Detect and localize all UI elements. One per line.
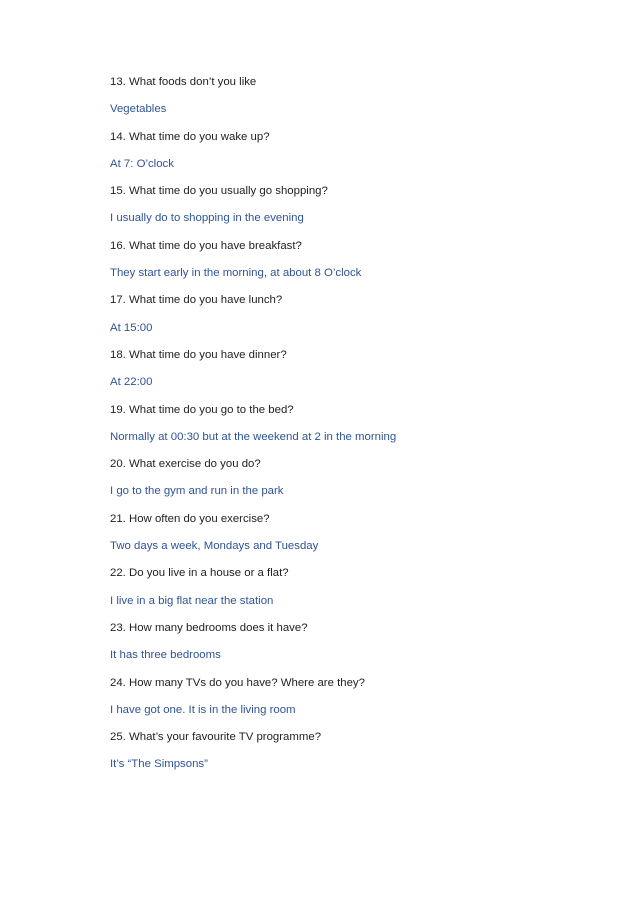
question	[110, 512, 610, 527]
qa-item-20	[110, 457, 610, 499]
question	[110, 348, 610, 363]
question-text: What time do you usually go shopping?	[129, 185, 328, 198]
answer: Normally at 00:30 but at the weekend at 2 in the morning	[110, 430, 397, 443]
question-text: How often do you exercise?	[129, 512, 270, 525]
question-text: What’s your favourite TV programme?	[129, 731, 322, 744]
question-text: Do you live in a house or a flat?	[129, 567, 289, 580]
answer: It has three bedrooms	[110, 649, 221, 662]
question-number: 23.	[110, 621, 126, 634]
question	[110, 457, 610, 472]
question-number: 17.	[110, 294, 126, 307]
qa-item-16	[110, 239, 610, 281]
question	[110, 184, 610, 199]
answer: Two days a week, Mondays and Tuesday	[110, 540, 319, 553]
answer: I live in a big flat near the station	[110, 594, 274, 607]
question-text: How many bedrooms does it have?	[129, 621, 308, 634]
answer: I have got one. It is in the living room	[110, 703, 296, 716]
qa-item-17	[110, 293, 610, 335]
question-answer-list	[110, 75, 610, 785]
qa-item-13	[110, 75, 610, 117]
question-number: 14.	[110, 130, 126, 143]
question-number: 22.	[110, 567, 126, 580]
answer: They start early in the morning, at about 8 O’clock	[110, 267, 362, 280]
answer: At 15:00	[110, 321, 153, 334]
answer: I go to the gym and run in the park	[110, 485, 284, 498]
answer: I usually do to shopping in the evening	[110, 212, 304, 225]
question-number: 20.	[110, 458, 126, 471]
question-text: What time do you wake up?	[129, 130, 270, 143]
question-number: 21.	[110, 512, 126, 525]
qa-item-19	[110, 403, 610, 445]
question-text: What time do you go to the bed?	[129, 403, 294, 416]
answer: It’s “The Simpsons”	[110, 758, 208, 771]
question-number: 15.	[110, 185, 126, 198]
question-text: What exercise do you do?	[129, 458, 261, 471]
qa-item-18	[110, 348, 610, 390]
question	[110, 130, 610, 145]
question	[110, 730, 610, 745]
question-number: 25.	[110, 731, 126, 744]
question	[110, 293, 610, 308]
question	[110, 239, 610, 254]
qa-item-23	[110, 621, 610, 663]
question-text: What foods don’t you like	[129, 76, 257, 88]
question-number: 18.	[110, 348, 126, 361]
question-number: 13.	[110, 76, 126, 88]
question-text: How many TVs do you have? Where are they?	[129, 676, 365, 689]
question-number: 19.	[110, 403, 126, 416]
question-text: What time do you have breakfast?	[129, 239, 302, 252]
question	[110, 403, 610, 418]
answer: Vegetables	[110, 103, 167, 116]
qa-item-24	[110, 676, 610, 718]
question	[110, 75, 610, 90]
answer: At 22:00	[110, 376, 153, 389]
question-number: 24.	[110, 676, 126, 689]
question	[110, 621, 610, 636]
qa-item-14	[110, 130, 610, 172]
qa-item-21	[110, 512, 610, 554]
qa-item-25	[110, 730, 610, 772]
question-number: 16.	[110, 239, 126, 252]
qa-item-22	[110, 566, 610, 608]
question-text: What time do you have dinner?	[129, 348, 287, 361]
question-text: What time do you have lunch?	[129, 294, 283, 307]
question	[110, 566, 610, 581]
answer: At 7: O’clock	[110, 157, 174, 170]
question	[110, 676, 610, 691]
qa-item-15	[110, 184, 610, 226]
